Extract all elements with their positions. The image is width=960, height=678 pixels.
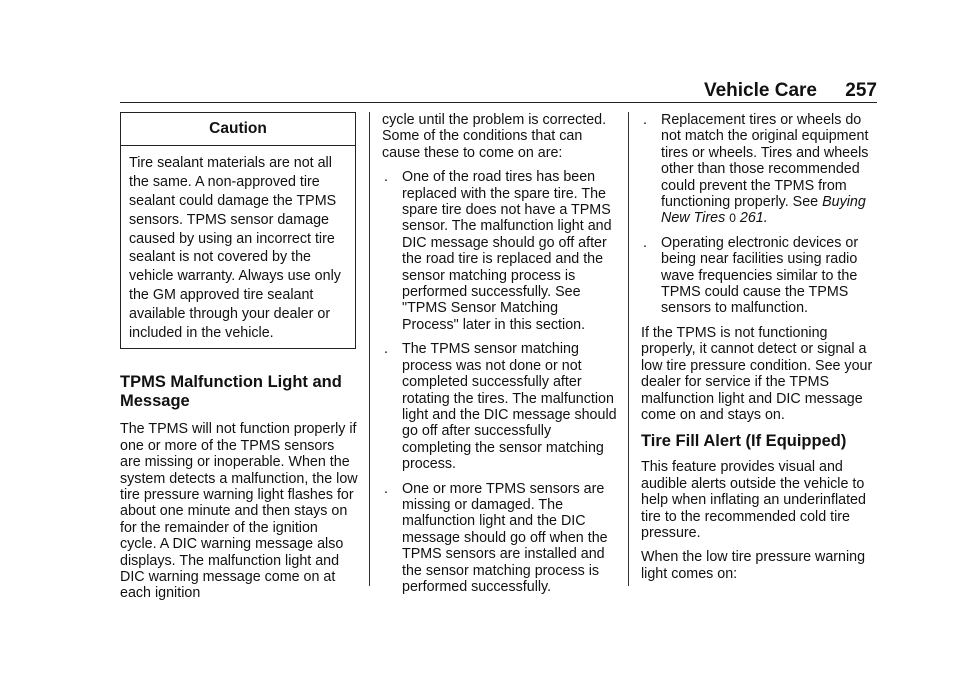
list-item-text: The TPMS sensor matching process was not done or not completed successfully after rotating the tires. The malfunction light and the DIC message should go off after successfully completing the sensor matching process.	[402, 341, 617, 473]
column-divider	[628, 112, 629, 586]
bullet-icon: .	[384, 341, 388, 358]
list-item-text	[661, 112, 877, 227]
conditions-intro: cycle until the problem is corrected. Some of the conditions that can cause these to come on are:	[382, 112, 607, 161]
list-item	[641, 235, 877, 317]
caution-box	[120, 112, 356, 349]
column-2	[382, 112, 618, 595]
page-header	[120, 80, 877, 103]
list-item-body: Replacement tires or wheels do not match the original equipment tires or wheels. Tires and wheels other than those recommended could prevent the TPMS from functioning properly. See	[661, 112, 869, 211]
list-item	[382, 169, 618, 333]
bullet-icon: .	[643, 234, 647, 251]
list-item	[382, 481, 618, 596]
list-item	[382, 341, 618, 472]
column-1	[120, 112, 358, 602]
tpms-not-functioning-paragraph: If the TPMS is not functioning properly, it cannot detect or signal a low tire pressure condition. See your dealer for service if the TPMS malfunction light and DIC message come on and stays on.	[641, 324, 873, 423]
cross-reference-page[interactable]: 261	[739, 210, 764, 227]
caution-title: Caution	[121, 119, 355, 146]
bullet-icon: .	[384, 480, 388, 497]
section-heading-tire-fill-alert: Tire Fill Alert (If Equipped)	[641, 432, 847, 451]
caution-text: Tire sealant materials are not all the same. A non-approved tire sealant could damage the TPMS sensors. TPMS sensor damage caused by using an incorrect tire sealant is not covered by the vehicle warranty. Always use only the GM approved tire sealant available through your dealer or included in the vehicle.	[129, 155, 341, 341]
tpms-malfunction-paragraph: The TPMS will not function properly if one or more of the TPMS sensors are missing or inoperable. When the system detects a malfunction, the low tire pressure warning light flashes for about one minute and then stays on for the remainder of the ignition cycle. A DIC warning message also displays. The malfunction light and DIC warning message come on at each ignition	[120, 421, 358, 602]
list-item-text: One of the road tires has been replaced with the spare tire. The spare tire does not have a TPMS sensor. The malfunction light and DIC message should go off after the road tire is replaced and the sensor matching process is performed successfully. See "TPMS Sensor Matching Process" later in this section.	[402, 169, 612, 333]
tire-fill-alert-paragraph: This feature provides visual and audible alerts outside the vehicle to help when inflating an underinflated tire to the recommended cold tire pressure.	[641, 459, 866, 541]
warning-light-paragraph: When the low tire pressure warning light comes on:	[641, 549, 866, 582]
list-item-end: .	[763, 210, 768, 227]
list-item	[641, 112, 877, 227]
cross-reference-link[interactable]: Buying New Tires	[661, 194, 866, 227]
section-heading-tpms-malfunction: TPMS Malfunction Light and Message	[120, 373, 342, 411]
column-3	[641, 112, 877, 582]
bullet-icon: .	[643, 112, 647, 128]
section-title: Vehicle Care	[703, 80, 817, 101]
list-item-text: Operating electronic devices or being near facilities using radio wave frequencies similar to the TPMS could cause the TPMS sensors to malfunction.	[661, 234, 859, 317]
page-number: 257	[845, 80, 877, 101]
list-item-text: One or more TPMS sensors are missing or damaged. The malfunction light and the DIC message should go off when the TPMS sensors are installed and the sensor matching process is performed successfully.	[402, 480, 608, 595]
column-divider	[369, 112, 370, 586]
bullet-icon: .	[384, 169, 388, 186]
page-ref-arrow-icon: 0	[729, 211, 736, 226]
